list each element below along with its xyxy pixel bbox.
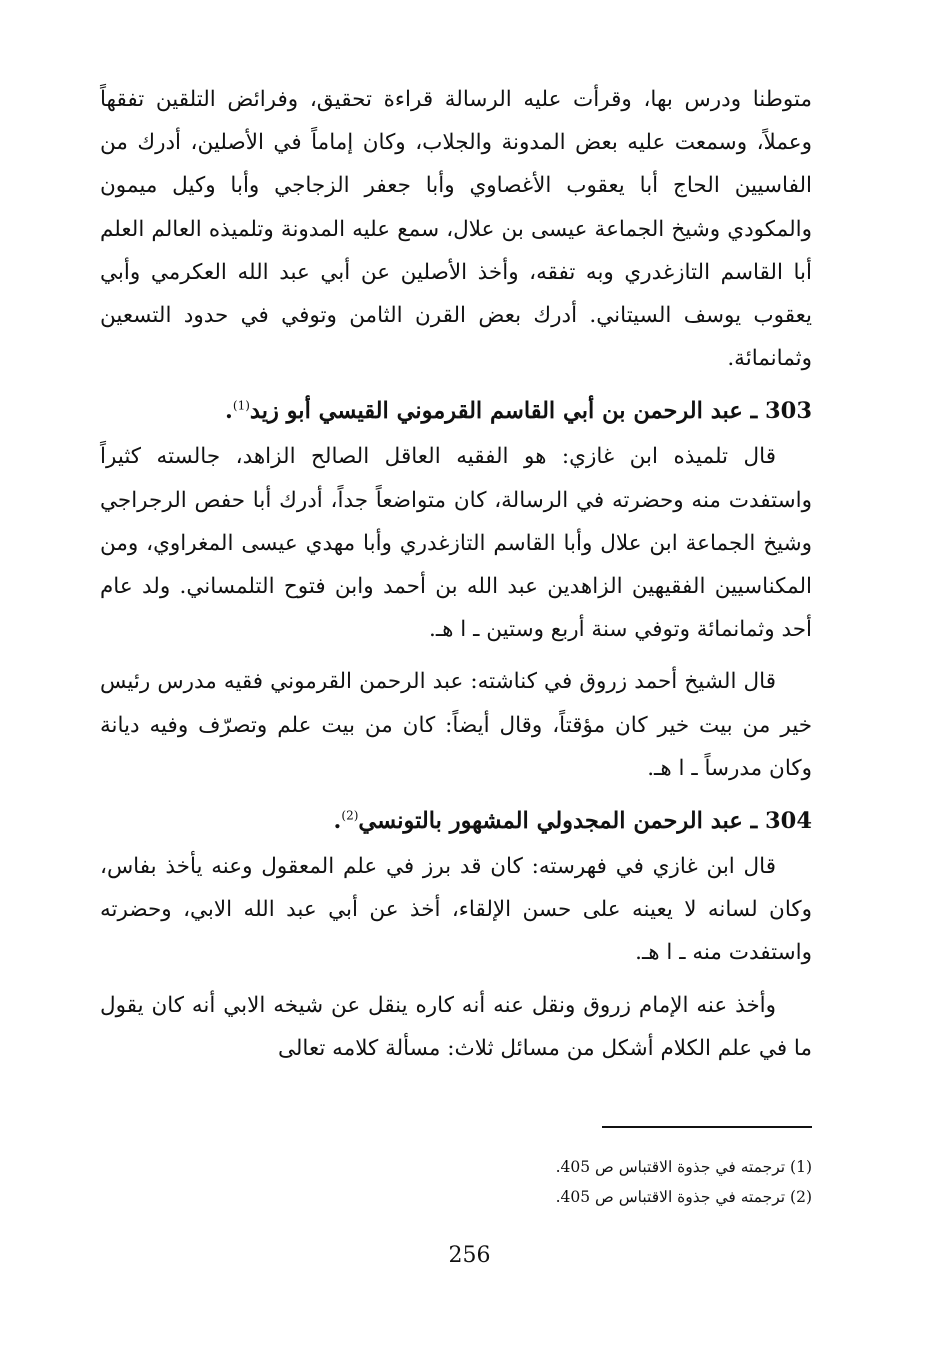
entry-heading-303-end: . [225, 398, 233, 425]
footnote-ref-1: (1) [232, 398, 250, 413]
paragraph-ibn-ghazi-1: قال تلميذه ابن غازي: هو الفقيه العاقل الصالح الزاهد، جالسته كثيراً واستفدت منه وحضرته في الرسالة، كان متواضعاً جداً، أدرك أبا حفص الرجراجي وشيخ الجماعة ابن علال وأبا القاسم التازغدري وأبا مهدي عيسى المغراوي، ومن المكناسيين الفقيهين الزاهدين عبد الله بن أحمد وابن فتوح التلمساني. ولد عام أحد وثمانمائة وتوفي سنة أربع وستين ـ ا هـ. [100, 444, 812, 643]
paragraph-zarruq-2: وأخذ عنه الإمام زروق ونقل عنه أنه كاره ينقل عن شيخه الابي أنه كان يقول ما في علم الكلام أشكل من مسائل ثلاث: مسألة كلامه تعالى [100, 992, 812, 1061]
paragraph-continuation: متوطنا ودرس بها، وقرأت عليه الرسالة قراءة تحقيق، وفرائض التلقين تفقهاً وعملاً، وسمعت عليه بعض المدونة والجلاب، وكان إماماً في الأصلين، أدرك من الفاسيين الحاج أبا يعقوب الأغصاوي وأبا جعفر الزجاجي وأبا وكيل ميمون والمكودي وشيخ الجماعة عيسى بن علال، سمع عليه المدونة وتلميذه العالم العلم أبا القاسم التازغدري وبه تفقه، وأخذ الأصلين عن أبي عبد الله العكرمي وأبي يعقوب يوسف السيتاني. أدرك بعض القرن الثامن وتوفي في حدود التسعين وثمانمائة. [100, 87, 812, 372]
entry-heading-304 [100, 800, 812, 843]
paragraph-ibn-ghazi-2: قال ابن غازي في فهرسته: كان قد برز في علم المعقول وعنه يأخذ بفاس، وكان لسانه لا يعينه على حسن الإلقاء، أخذ عن أبي عبد الله الابي، وحضرته واستفدت منه ـ ا هـ. [100, 854, 812, 966]
entry-heading-304-end: . [333, 808, 342, 835]
footnote-separator [602, 1126, 812, 1128]
entry-heading-303 [100, 390, 812, 433]
footnotes [412, 1152, 812, 1212]
footnote-ref-2: (2) [341, 808, 359, 823]
entry-title-304: 304 ـ عبد الرحمن المجدولي المشهور بالتونسي [358, 808, 812, 835]
entry-title-303: 303 ـ عبد الرحمن بن أبي القاسم القرموني القيسي أبو زيد [249, 398, 812, 425]
footnote-2: (2) ترجمته في جذوة الاقتباس ص 405. [555, 1188, 812, 1206]
page-number: 256 [448, 1243, 491, 1268]
page-body [100, 78, 812, 1070]
paragraph-zarruq-1: قال الشيخ أحمد زروق في كناشته: عبد الرحمن القرموني فقيه مدرس رئيس خير من بيت خير كان مؤقتاً، وقال أيضاً: كان من بيت علم وتصرّف وفيه ديانة وكان مدرساً ـ ا هـ. [100, 669, 812, 781]
footnote-1: (1) ترجمته في جذوة الاقتباس ص 405. [555, 1158, 812, 1176]
